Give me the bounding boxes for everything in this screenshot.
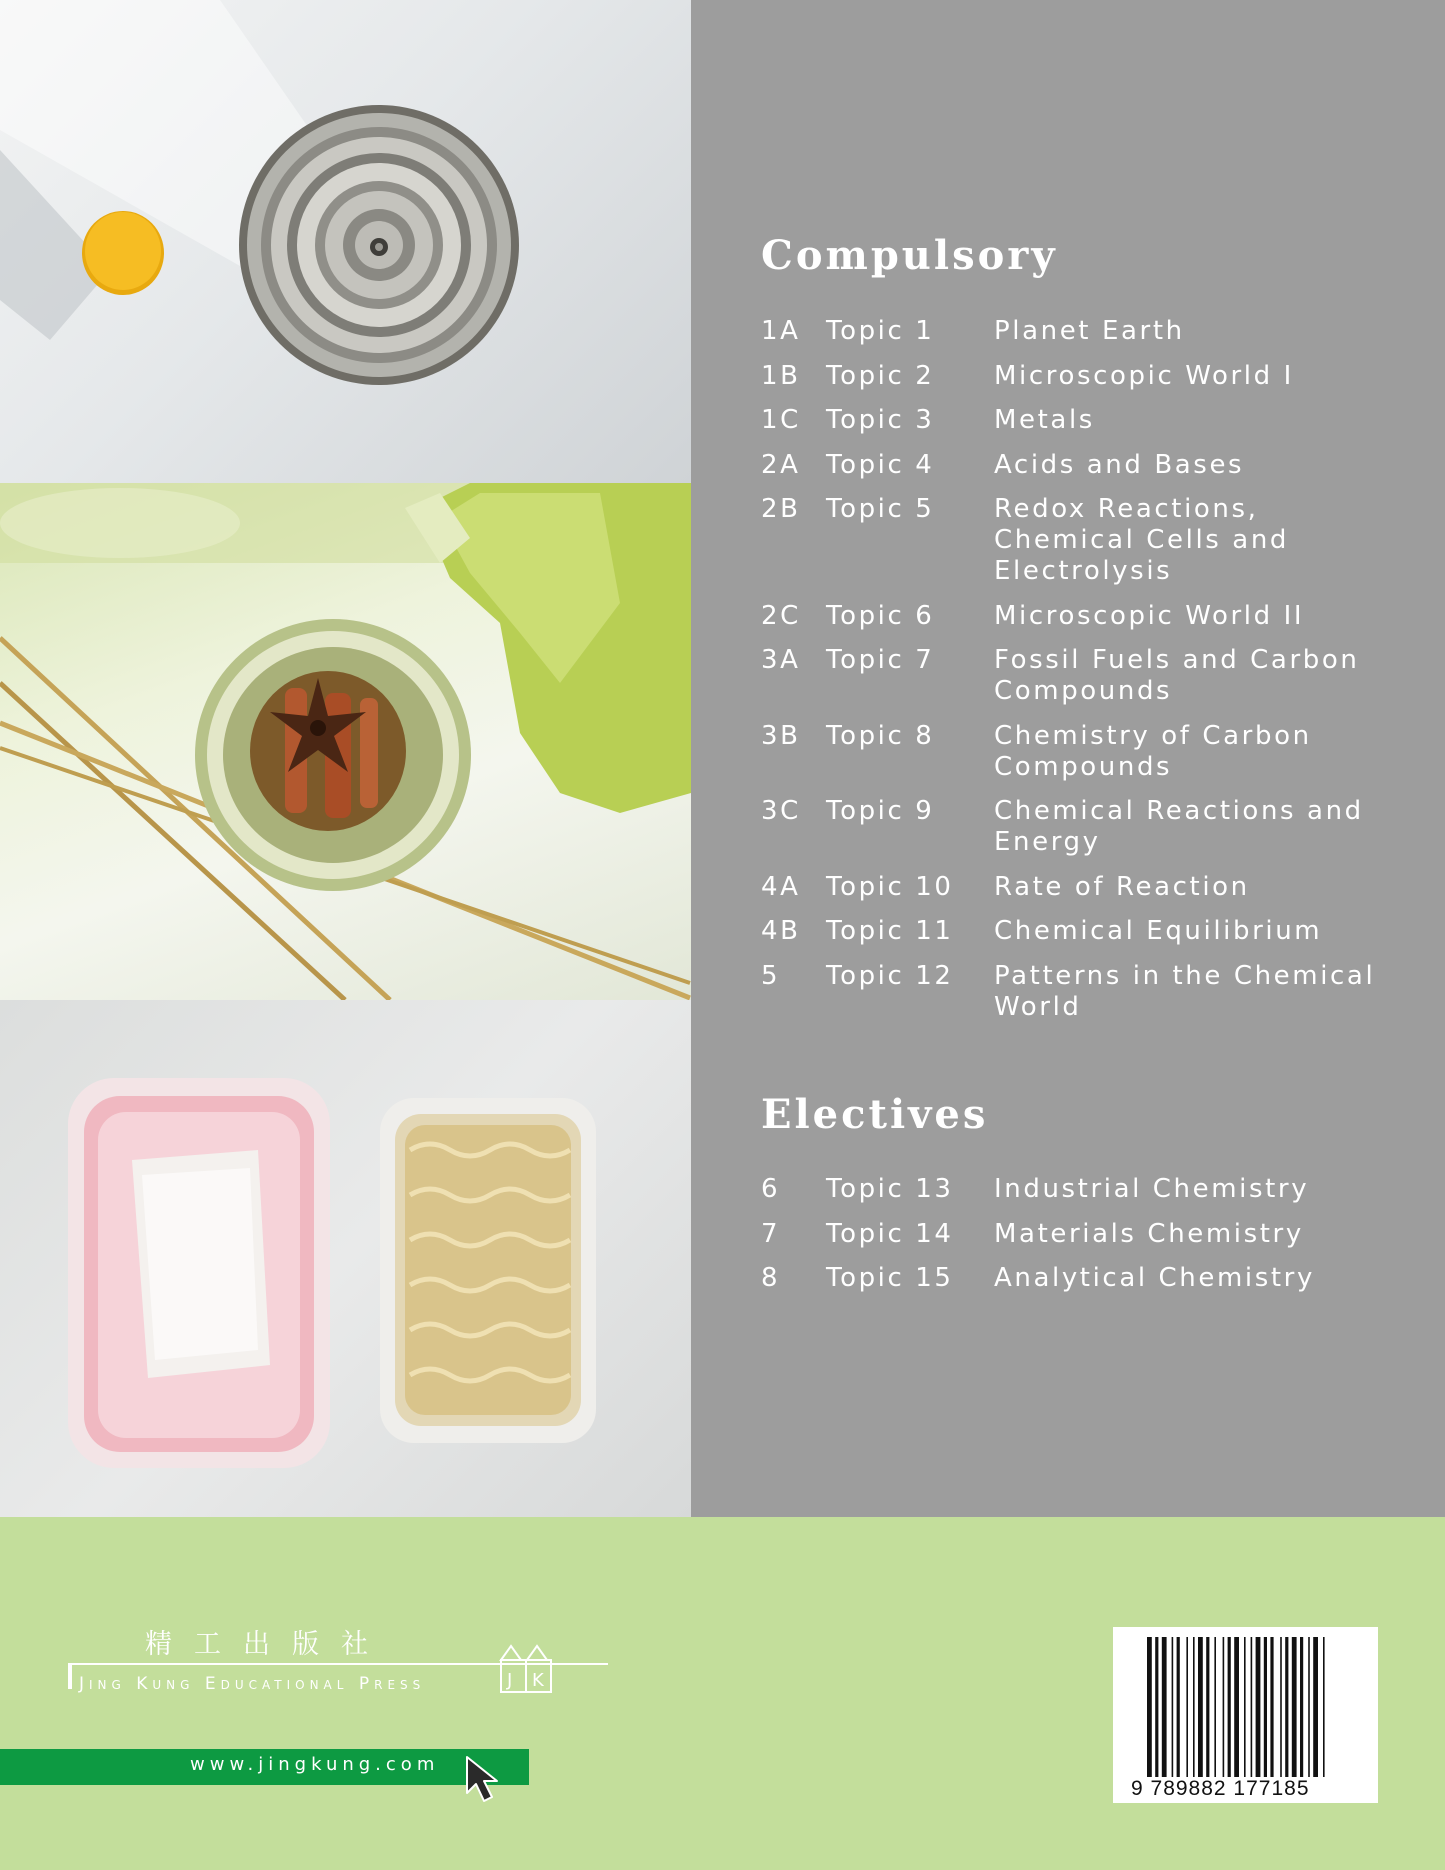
barcode-bar [1300,1637,1303,1777]
topic-code: 4A [761,871,801,902]
barcode-bar [1172,1637,1174,1777]
compulsory-list [761,316,1401,1036]
topic-name: Patterns in the Chemical World [994,960,1376,1022]
topic-code: 5 [761,960,781,991]
toc-row [761,601,1401,632]
topic-name: Fossil Fuels and Carbon Compounds [994,645,1360,706]
compulsory-heading: Compulsory [761,232,1058,279]
toc-row [761,316,1401,347]
isbn-number: 9 789882 177185 [1131,1777,1310,1800]
glass-jar-illustration [0,483,691,1000]
topic-number: Topic 1 [826,316,935,346]
barcode-bar [1285,1637,1288,1777]
sachet-tray-icon [68,1078,330,1468]
contents-panel [691,0,1445,1517]
barcode-bar [1264,1637,1267,1777]
barcode-bar [1198,1637,1203,1777]
noodles-illustration [0,1000,691,1517]
topic-name: Rate of Reaction [994,871,1250,902]
toc-row [761,494,1401,587]
topic-number: Topic 5 [826,494,935,524]
toc-row [761,961,1401,1023]
barcode-bar [1308,1637,1310,1777]
topic-code: 2B [761,494,801,524]
topic-name: Chemistry of Carbon Compounds [994,720,1312,782]
topic-name: Acids and Bases [994,449,1245,480]
photo-aerosol-can [0,0,691,483]
toc-row [761,1174,1401,1205]
topic-code: 2A [761,449,801,480]
toc-row [761,645,1401,707]
topic-name: Redox Reactions, Chemical Cells and Electrolysis [994,494,1290,586]
aerosol-can-icon [239,105,519,385]
aerosol-can-illustration [0,0,691,483]
toc-row [761,796,1401,858]
barcode-bar [1244,1637,1246,1777]
topic-name: Chemical Equilibrium [994,916,1323,946]
topic-code: 8 [761,1263,781,1293]
toc-row [761,872,1401,903]
topic-number: Topic 6 [826,600,935,631]
topic-number: Topic 14 [826,1218,954,1249]
topic-number: Topic 3 [826,405,935,435]
topic-number: Topic 7 [826,645,935,675]
noodle-tray-icon [380,1098,596,1443]
svg-text:K: K [532,1670,544,1691]
toc-row [761,1263,1401,1294]
glass-jar-icon [195,619,471,891]
barcode-bar [1323,1637,1325,1777]
barcode-bar [1292,1637,1297,1777]
barcode-bar [1147,1637,1152,1777]
barcode-bar [1313,1637,1318,1777]
toc-row [761,721,1401,783]
barcode-bar [1251,1637,1253,1777]
topic-code: 3A [761,645,801,675]
topic-number: Topic 13 [826,1174,954,1204]
toc-row [761,361,1401,392]
electives-heading: Electives [761,1091,989,1138]
topic-code: 3B [761,720,801,751]
topic-number: Topic 10 [826,871,954,902]
topic-name: Microscopic World I [994,360,1294,391]
topic-number: Topic 8 [826,720,935,751]
barcode-bar [1177,1637,1180,1777]
topic-code: 2C [761,600,801,631]
barcode-bar [1280,1637,1282,1777]
toc-row [761,1219,1401,1250]
publisher-english-name: Jing Kung Educational Press [79,1674,426,1694]
barcode-bar [1228,1637,1231,1777]
bottle-cap-icon [82,211,164,295]
topic-number: Topic 11 [826,916,954,946]
topic-name: Microscopic World II [994,600,1305,631]
toc-row [761,450,1401,481]
topic-code: 1A [761,316,801,346]
toc-row [761,916,1401,947]
topic-number: Topic 2 [826,360,935,391]
topic-code: 6 [761,1174,781,1204]
barcode-bar [1186,1637,1188,1777]
photo-glass-jar [0,483,691,1000]
topic-number: Topic 15 [826,1263,954,1293]
barcode-bar [1223,1637,1225,1777]
topic-name: Analytical Chemistry [994,1263,1315,1293]
topic-name: Planet Earth [994,316,1185,346]
topic-name: Industrial Chemistry [994,1174,1310,1204]
barcode-bar [1162,1637,1167,1777]
electives-list [761,1174,1401,1308]
barcode-bar [1155,1637,1158,1777]
topic-code: 7 [761,1218,781,1249]
toc-row [761,405,1401,436]
topic-name: Materials Chemistry [994,1218,1304,1249]
barcode [1113,1627,1378,1803]
photo-column [0,0,691,1517]
cursor-arrow-icon [463,1755,505,1805]
topic-number: Topic 12 [826,960,954,991]
photo-noodles [0,1000,691,1517]
topic-number: Topic 4 [826,449,935,480]
barcode-bars [1113,1627,1378,1777]
jk-logo-icon [497,1642,557,1696]
barcode-bar [1206,1637,1209,1777]
publisher-rule-tick [68,1663,72,1689]
barcode-bar [1193,1637,1195,1777]
topic-code: 3C [761,796,801,826]
website-url[interactable]: www.jingkung.com [190,1754,440,1775]
barcode-bar [1214,1637,1216,1777]
topic-name: Metals [994,405,1095,435]
topic-name: Chemical Reactions and Energy [994,796,1364,857]
barcode-bar [1256,1637,1261,1777]
topic-code: 1B [761,360,801,391]
topic-code: 1C [761,405,801,435]
topic-number: Topic 9 [826,796,935,826]
topic-code: 4B [761,916,801,946]
barcode-bar [1234,1637,1239,1777]
svg-text:J: J [507,1670,513,1691]
publisher-chinese-name: 精工出版社 [145,1629,390,1660]
barcode-bar [1270,1637,1273,1777]
